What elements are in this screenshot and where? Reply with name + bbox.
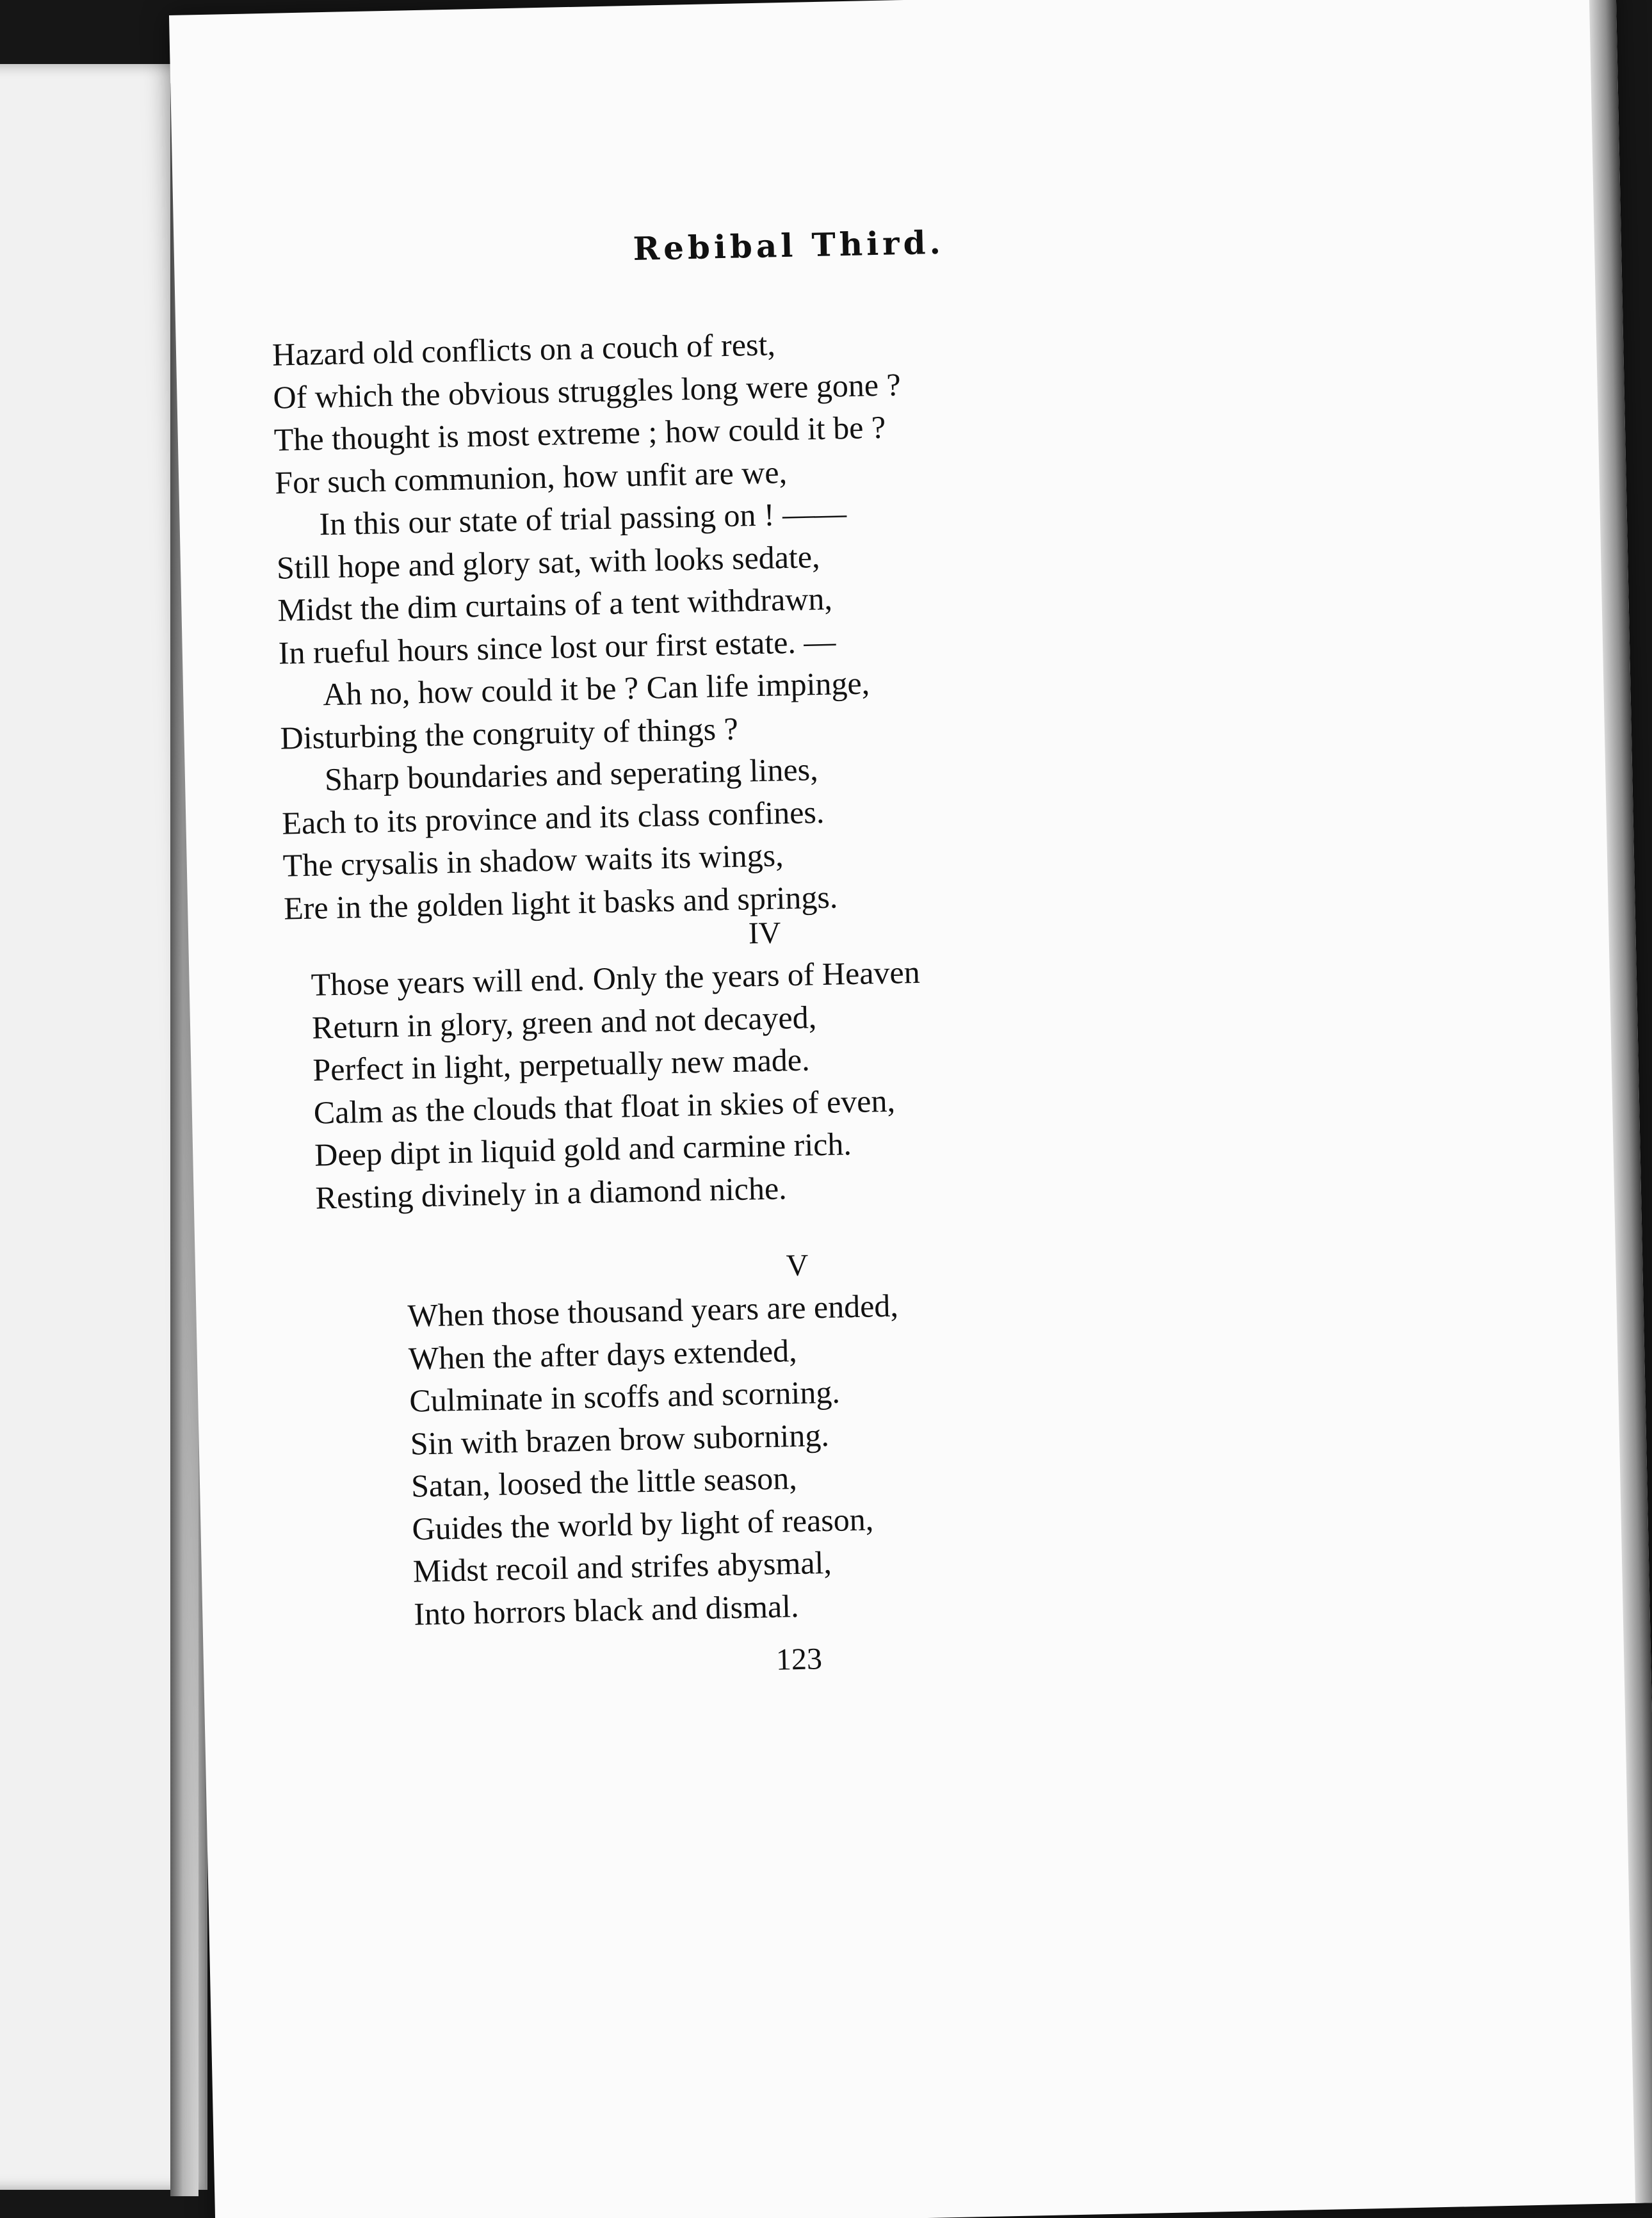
verse-line: Guides the world by light of reason, <box>411 1501 874 1547</box>
verse-line: Hazard old conflicts on a couch of rest, <box>271 326 776 373</box>
verse-line: Satan, loosed the little season, <box>410 1460 798 1504</box>
verse-line: Still hope and glory sat, with looks sedate, <box>276 538 820 586</box>
verse-line: Deep dipt in liquid gold and carmine rich. <box>314 1126 852 1173</box>
verse-line: When the after days extended, <box>408 1332 798 1377</box>
verse-line: Ere in the golden light it basks and springs. <box>283 878 838 927</box>
verse-line: Each to its province and its class confines. <box>281 793 825 841</box>
verse-line: Midst the dim curtains of a tent withdrawn, <box>277 580 833 628</box>
section-number: IV <box>748 916 782 951</box>
stanza <box>271 320 912 929</box>
verse-line: Perfect in light, perpetually new made. <box>312 1041 811 1088</box>
verse-line: Sharp boundaries and seperating lines, <box>324 751 819 798</box>
verse-line: The crysalis in shadow waits its wings, <box>282 837 784 884</box>
verse-line: Resting divinely in a diamond niche. <box>315 1169 788 1216</box>
verse-line: Culminate in scoffs and scorning. <box>409 1373 841 1419</box>
running-head: Rebibal Third. <box>632 223 945 268</box>
verse-line: Disturbing the congruity of things ? <box>280 710 739 756</box>
verse-line: Those years will end. Only the years of Heaven <box>311 953 921 1003</box>
verse-line: Sin with brazen brow suborning. <box>410 1416 830 1462</box>
verse-line: Into horrors black and dismal. <box>413 1587 800 1632</box>
verse-line: When those thousand years are ended, <box>407 1287 899 1334</box>
verse-line: Return in glory, green and not decayed, <box>311 998 817 1046</box>
verse-line: The thought is most extreme ; how could it be ? <box>273 409 886 458</box>
verse-line: In this our state of trial passing on ! —— <box>319 495 847 542</box>
section-number: V <box>786 1248 809 1283</box>
verse-line: In rueful hours since lost our first estate. — <box>278 622 836 671</box>
verse-line: Ah no, how could it be ? Can life impinge, <box>322 665 870 713</box>
stanza <box>407 1284 905 1635</box>
book-page <box>169 0 1652 2218</box>
verse-line: Midst recoil and strifes abysmal, <box>412 1544 832 1589</box>
page-number: 123 <box>775 1642 823 1677</box>
verse-line: For such communion, how unfit are we, <box>274 453 788 501</box>
verse-line: Calm as the clouds that float in skies of even, <box>313 1082 896 1131</box>
page-content <box>169 0 1652 2218</box>
stanza <box>311 951 925 1219</box>
verse-line: Of which the obvious struggles long were gone ? <box>272 366 902 416</box>
